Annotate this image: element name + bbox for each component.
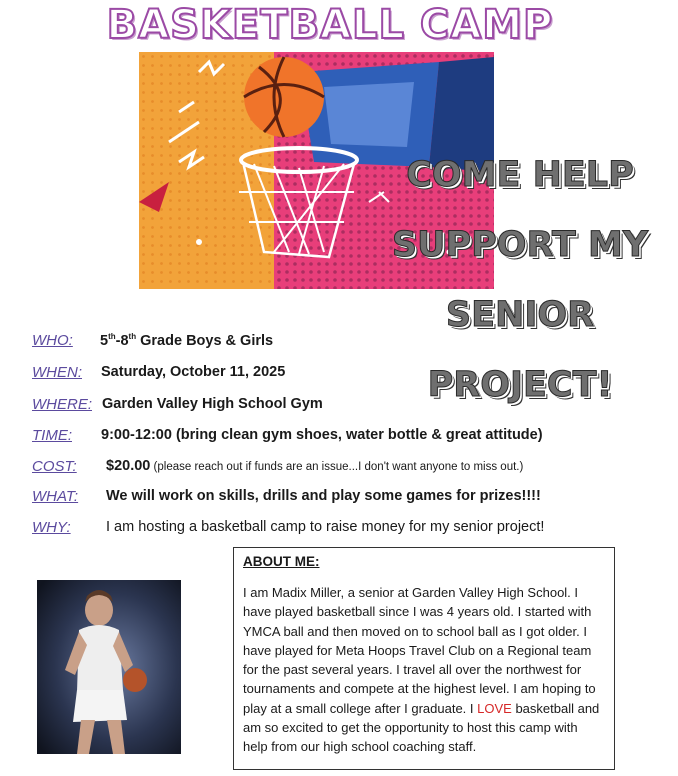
- slogan-line-4: PROJECT!: [427, 365, 613, 405]
- when-label: WHEN:: [32, 364, 82, 381]
- when-value: Saturday, October 11, 2025: [101, 364, 286, 380]
- cost-label: COST:: [32, 458, 77, 475]
- page-title: BASKETBALL CAMP: [106, 2, 554, 48]
- love-highlight: LOVE: [477, 700, 512, 716]
- who-sup-2: th: [128, 332, 137, 341]
- who-label: WHO:: [32, 332, 73, 349]
- cost-amount: $20.00: [106, 458, 151, 474]
- what-label: WHAT:: [32, 488, 79, 505]
- who-rest: Grade Boys & Girls: [136, 332, 274, 349]
- where-value: Garden Valley High School Gym: [102, 396, 323, 412]
- about-me-text: [243, 583, 605, 757]
- why-value: I am hosting a basketball camp to raise money for my senior project!: [106, 519, 545, 535]
- about-text-part-2: basketball and am so excited to get the opportunity to host this camp with help from our high school coaching staff.: [243, 700, 600, 755]
- about-me-box: [233, 547, 615, 770]
- cost-value: [106, 458, 523, 474]
- where-label: WHERE:: [32, 396, 92, 413]
- slogan-line-2: SUPPORT MY: [391, 225, 649, 265]
- who-grade-start: 5: [100, 332, 109, 349]
- slogan-line-1: COME HELP: [406, 155, 634, 195]
- time-label: TIME:: [32, 427, 72, 444]
- time-value: 9:00-12:00 (bring clean gym shoes, water bottle & great attitude): [101, 427, 543, 443]
- slogan-line-3: SENIOR: [445, 295, 595, 335]
- what-value: We will work on skills, drills and play some games for prizes!!!!: [106, 488, 541, 504]
- who-sup-1: th: [108, 332, 116, 341]
- about-text-part-1: I am Madix Miller, a senior at Garden Valley High School. I have played basketball since I was 4 years old. I started with YMCA ball and then moved on to school ball as I got older. I have played for Meta Hoops Travel Club on a Regional team for the past several years. I travel all over the northwest for tournaments and compete at the highest level. I am hoping to play at a small college after I graduate. I: [243, 585, 596, 716]
- player-photo: [37, 580, 181, 754]
- who-value: [100, 332, 273, 349]
- who-grade-end: -8: [115, 332, 129, 349]
- why-label: WHY:: [32, 519, 71, 536]
- cost-note: (please reach out if funds are an issue...I don't want anyone to miss out.): [150, 461, 524, 473]
- about-me-heading: ABOUT ME:: [243, 554, 320, 569]
